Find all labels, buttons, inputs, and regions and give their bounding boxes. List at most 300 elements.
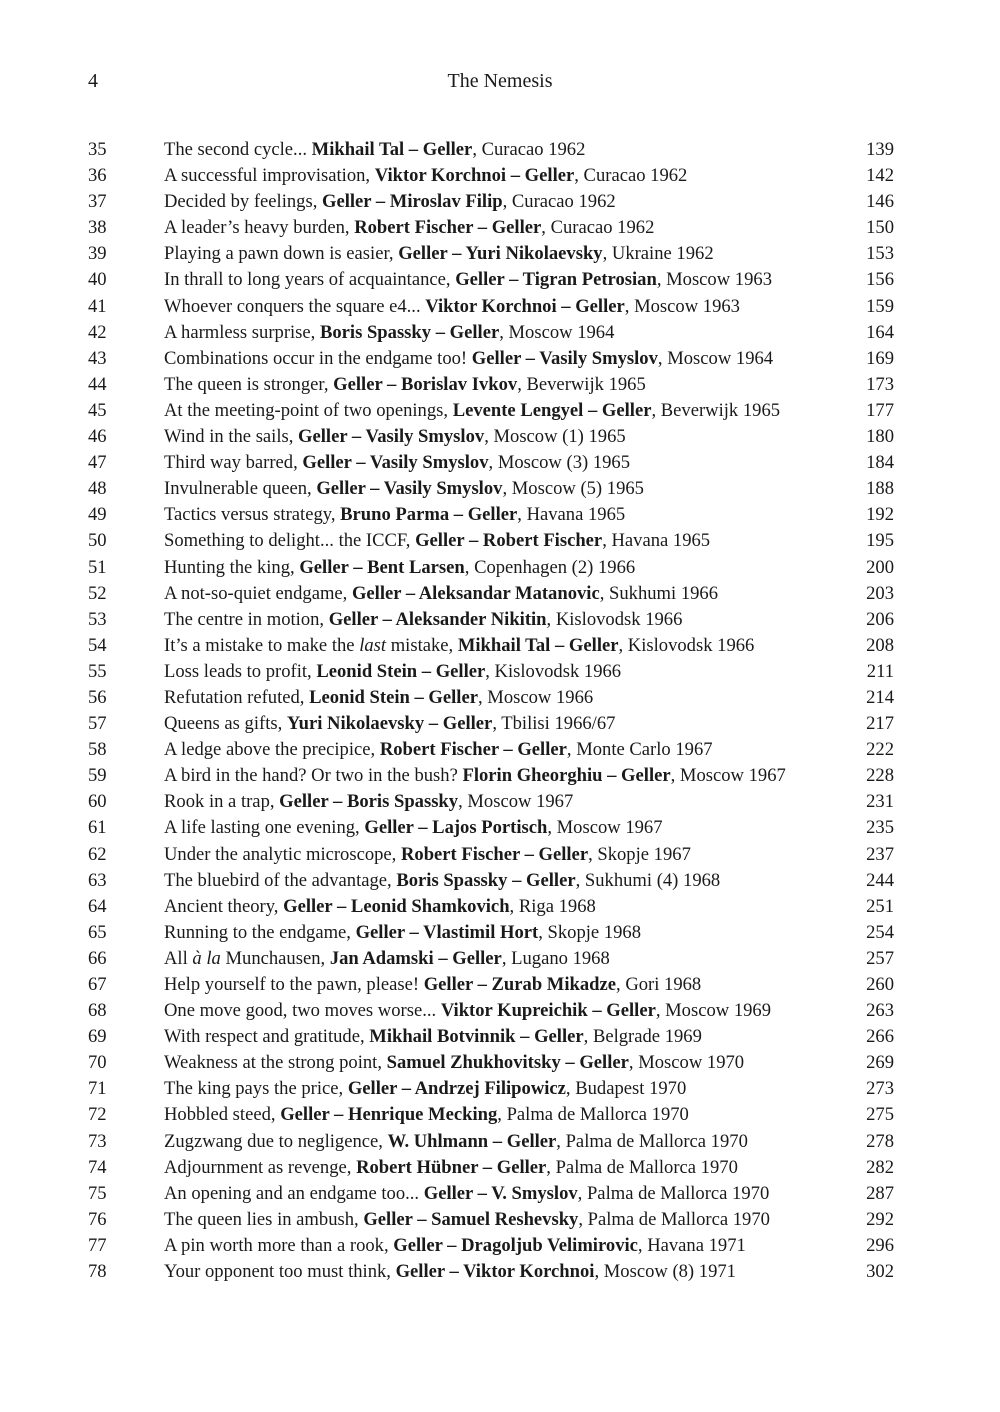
title-text: The centre in motion, <box>164 608 329 630</box>
title-text: The queen lies in ambush, <box>164 1208 364 1230</box>
entry-number: 74 <box>88 1156 107 1178</box>
entry-page-number: 192 <box>866 504 894 526</box>
game-players: Geller – Lajos Portisch <box>364 817 548 839</box>
entry-page-number: 257 <box>866 947 894 969</box>
title-text: The queen is stronger, <box>164 373 334 395</box>
entry-title <box>164 163 687 189</box>
title-text: Queens as gifts, <box>164 713 287 735</box>
title-text: , Gori 1968 <box>616 974 702 995</box>
entry-number: 40 <box>88 269 107 291</box>
game-players: Leonid Stein – Geller <box>316 660 486 682</box>
emphasis-text: à la <box>192 947 221 969</box>
title-text: Something to delight... the ICCF, <box>164 530 416 552</box>
title-text: A pin worth more than a rook, <box>164 1234 394 1256</box>
title-text: , Kislovodsk 1966 <box>485 660 622 682</box>
entry-page-number: 159 <box>866 295 894 317</box>
title-text: A not-so-quiet endgame, <box>164 582 352 604</box>
title-text: Wind in the sails, <box>164 426 299 448</box>
toc-entry <box>0 789 1000 815</box>
entry-title <box>164 267 772 293</box>
toc-entry <box>0 215 1000 241</box>
title-text: , Curacao 1962 <box>574 165 688 187</box>
entry-page-number: 296 <box>866 1234 894 1256</box>
entry-title <box>164 972 701 998</box>
title-text: Third way barred, <box>164 452 303 474</box>
entry-number: 38 <box>88 217 107 239</box>
toc-entry <box>0 1207 1000 1233</box>
entry-number: 51 <box>88 556 107 578</box>
entry-title <box>164 1181 769 1207</box>
title-text: A leader’s heavy burden, <box>164 217 355 239</box>
entry-page-number: 180 <box>866 426 894 448</box>
game-players: Geller – Vasily Smyslov <box>298 426 485 448</box>
game-players: Mikhail Tal – Geller <box>457 634 619 656</box>
entry-title <box>164 737 713 763</box>
title-text: Help yourself to the pawn, please! <box>164 974 424 995</box>
title-text: Zugzwang due to negligence, <box>164 1130 388 1152</box>
entry-number: 50 <box>88 530 107 552</box>
title-text: Invulnerable queen, <box>164 478 317 500</box>
toc-entry <box>0 946 1000 972</box>
game-players: Mikhail Tal – Geller <box>311 139 473 160</box>
title-text: , Ukraine 1962 <box>602 243 714 265</box>
title-text: , Moscow 1963 <box>656 269 772 291</box>
entry-page-number: 235 <box>866 817 894 839</box>
toc-entry <box>0 1050 1000 1076</box>
title-text: A bird in the hand? Or two in the bush? <box>164 765 463 787</box>
game-players: W. Uhlmann – Geller <box>387 1130 557 1152</box>
title-text: , Skopje 1968 <box>538 921 642 943</box>
toc-entry <box>0 972 1000 998</box>
toc-entry <box>0 528 1000 554</box>
entry-page-number: 244 <box>866 869 894 891</box>
entry-page-number: 188 <box>866 478 894 500</box>
title-text: , Tbilisi 1966/67 <box>492 713 616 735</box>
entry-title <box>164 502 625 528</box>
entry-number: 49 <box>88 504 107 526</box>
entry-title <box>164 633 754 659</box>
toc-entry <box>0 763 1000 789</box>
entry-title <box>164 137 585 163</box>
entry-page-number: 208 <box>866 634 894 656</box>
toc-entry <box>0 894 1000 920</box>
title-text: Loss leads to profit, <box>164 660 317 682</box>
toc-entry <box>0 1181 1000 1207</box>
game-players: Mikhail Botvinnik – Geller <box>369 1026 584 1048</box>
toc-entry <box>0 1129 1000 1155</box>
title-text: Rook in a trap, <box>164 791 280 813</box>
entry-title <box>164 1259 736 1285</box>
title-text: , Curacao 1962 <box>502 191 616 213</box>
entry-number: 60 <box>88 791 107 813</box>
toc-entry <box>0 241 1000 267</box>
entry-page-number: 139 <box>866 139 894 160</box>
title-text: , Havana 1971 <box>637 1234 746 1256</box>
game-players: Geller – Vlastimil Hort <box>355 921 539 943</box>
entry-page-number: 231 <box>866 791 894 813</box>
entry-title <box>164 581 718 607</box>
entry-title <box>164 528 710 554</box>
entry-title <box>164 842 691 868</box>
toc-entry <box>0 998 1000 1024</box>
entry-title <box>164 998 771 1024</box>
title-text: A life lasting one evening, <box>164 817 365 839</box>
title-text: The second cycle... <box>164 139 312 160</box>
title-text: Weakness at the strong point, <box>164 1052 387 1074</box>
entry-title <box>164 1076 686 1102</box>
entry-number: 58 <box>88 739 107 761</box>
entry-title <box>164 1207 770 1233</box>
title-text: , Moscow (3) 1965 <box>488 452 631 474</box>
toc-entry <box>0 1155 1000 1181</box>
toc-entry <box>0 294 1000 320</box>
title-text: , Belgrade 1969 <box>583 1026 702 1048</box>
toc-entry <box>0 476 1000 502</box>
game-players: Geller – Bent Larsen <box>299 556 465 578</box>
toc-entry <box>0 1259 1000 1285</box>
entry-page-number: 203 <box>866 582 894 604</box>
toc-entry <box>0 815 1000 841</box>
title-text: , Sukhumi (4) 1968 <box>575 869 721 891</box>
game-players: Geller – Henrique Mecking <box>280 1104 498 1126</box>
title-text: , Moscow (5) 1965 <box>502 478 644 500</box>
entry-page-number: 164 <box>866 321 894 343</box>
title-text: Refutation refuted, <box>164 686 310 708</box>
toc-entry <box>0 555 1000 581</box>
toc-entry <box>0 633 1000 659</box>
entry-page-number: 156 <box>866 269 894 291</box>
title-text: , Havana 1965 <box>517 504 626 526</box>
game-players: Geller – Miroslav Filip <box>322 191 503 213</box>
game-players: Robert Fischer – Geller <box>354 217 542 239</box>
entry-title <box>164 1050 744 1076</box>
entry-number: 48 <box>88 478 107 500</box>
title-text: Hunting the king, <box>164 556 300 578</box>
entry-number: 37 <box>88 191 107 213</box>
entry-number: 52 <box>88 582 107 604</box>
title-text: The bluebird of the advantage, <box>164 869 397 891</box>
entry-number: 53 <box>88 608 107 630</box>
title-text: , Havana 1965 <box>602 530 711 552</box>
toc-entry <box>0 685 1000 711</box>
title-text: It’s a mistake to make the <box>164 634 360 656</box>
game-players: Viktor Kupreichik – Geller <box>440 1000 656 1022</box>
entry-page-number: 142 <box>866 165 894 187</box>
entry-number: 47 <box>88 452 107 474</box>
entry-page-number: 222 <box>866 739 894 761</box>
title-text: Decided by feelings, <box>164 191 322 213</box>
toc-entry <box>0 711 1000 737</box>
entry-title <box>164 294 740 320</box>
entry-number: 70 <box>88 1052 107 1074</box>
entry-page-number: 260 <box>866 974 894 995</box>
entry-title <box>164 372 646 398</box>
game-players: Geller – Vasily Smyslov <box>316 478 503 500</box>
game-players: Bruno Parma – Geller <box>340 504 518 526</box>
toc-entry <box>0 424 1000 450</box>
title-text: , Moscow (1) 1965 <box>484 426 626 448</box>
entry-title <box>164 763 786 789</box>
entry-title <box>164 1155 738 1181</box>
entry-page-number: 263 <box>866 1000 894 1022</box>
running-title: The Nemesis <box>447 70 553 92</box>
title-text: , Moscow (8) 1971 <box>594 1261 736 1283</box>
game-players: Boris Spassky – Geller <box>319 321 500 343</box>
title-text: Ancient theory, <box>164 895 284 917</box>
game-players: Geller – Aleksander Nikitin <box>328 608 547 630</box>
game-players: Samuel Zhukhovitsky – Geller <box>386 1052 629 1074</box>
entry-number: 69 <box>88 1026 107 1048</box>
entry-number: 56 <box>88 686 107 708</box>
entry-page-number: 214 <box>866 686 894 708</box>
entry-title <box>164 659 621 685</box>
entry-number: 54 <box>88 634 107 656</box>
entry-number: 36 <box>88 165 107 187</box>
game-players: Viktor Korchnoi – Geller <box>374 165 575 187</box>
game-players: Yuri Nikolaevsky – Geller <box>286 713 493 735</box>
game-players: Geller – Vasily Smyslov <box>302 452 489 474</box>
title-text: One move good, two moves worse... <box>164 1000 441 1022</box>
toc-entry <box>0 581 1000 607</box>
entry-page-number: 153 <box>866 243 894 265</box>
title-text: At the meeting-point of two openings, <box>164 399 453 421</box>
entry-title <box>164 607 682 633</box>
entry-title <box>164 1233 746 1259</box>
toc-entry <box>0 372 1000 398</box>
title-text: Under the analytic microscope, <box>164 843 401 865</box>
toc-entry <box>0 1076 1000 1102</box>
title-text: , Palma de Mallorca 1970 <box>556 1130 748 1152</box>
game-players: Levente Lengyel – Geller <box>452 399 652 421</box>
entry-title <box>164 215 654 241</box>
entry-number: 67 <box>88 974 107 995</box>
entry-number: 66 <box>88 947 107 969</box>
entry-number: 62 <box>88 843 107 865</box>
title-text: , Palma de Mallorca 1970 <box>578 1208 770 1230</box>
title-text: Running to the endgame, <box>164 921 356 943</box>
entry-number: 68 <box>88 1000 107 1022</box>
title-text: With respect and gratitude, <box>164 1026 370 1048</box>
entry-page-number: 195 <box>866 530 894 552</box>
entry-page-number: 251 <box>866 895 894 917</box>
entry-page-number: 275 <box>866 1104 894 1126</box>
title-text: , Moscow 1963 <box>624 295 740 317</box>
page-number: 4 <box>88 70 98 92</box>
title-text: , Kislovodsk 1966 <box>618 634 755 656</box>
entry-page-number: 169 <box>866 347 894 369</box>
entry-number: 77 <box>88 1234 107 1256</box>
entry-title <box>164 450 630 476</box>
entry-number: 57 <box>88 713 107 735</box>
entry-number: 42 <box>88 321 107 343</box>
toc-entry <box>0 868 1000 894</box>
title-text: , Palma de Mallorca 1970 <box>577 1182 770 1204</box>
entry-page-number: 211 <box>866 660 894 682</box>
entry-page-number: 200 <box>866 556 894 578</box>
entry-number: 63 <box>88 869 107 891</box>
entry-number: 75 <box>88 1182 107 1204</box>
game-players: Geller – Leonid Shamkovich <box>283 895 510 917</box>
entry-number: 65 <box>88 921 107 943</box>
title-text: Your opponent too must think, <box>164 1261 396 1283</box>
entry-page-number: 173 <box>866 373 894 395</box>
title-text: All <box>164 947 193 969</box>
title-text: , Moscow 1967 <box>670 765 786 787</box>
title-text: , Moscow 1966 <box>477 686 594 708</box>
entry-page-number: 287 <box>866 1182 894 1204</box>
entry-number: 71 <box>88 1078 107 1100</box>
toc-entry <box>0 659 1000 685</box>
entry-number: 72 <box>88 1104 107 1126</box>
entry-title <box>164 346 773 372</box>
entry-title <box>164 1024 702 1050</box>
game-players: Geller – Yuri Nikolaevsky <box>398 243 603 265</box>
entry-number: 39 <box>88 243 107 265</box>
title-text: Combinations occur in the endgame too! <box>164 347 472 369</box>
entry-page-number: 292 <box>866 1208 894 1230</box>
entry-page-number: 146 <box>866 191 894 213</box>
entry-title <box>164 946 610 972</box>
entry-title <box>164 894 596 920</box>
game-players: Geller – Aleksandar Matanovic <box>351 582 600 604</box>
title-text: Munchausen, <box>220 947 330 969</box>
title-text: , Moscow 1964 <box>499 321 615 343</box>
game-players: Robert Fischer – Geller <box>400 843 589 865</box>
game-players: Geller – Samuel Reshevsky <box>363 1208 579 1230</box>
toc-entry <box>0 163 1000 189</box>
toc-entry <box>0 920 1000 946</box>
entry-title <box>164 1129 748 1155</box>
entry-page-number: 177 <box>866 399 894 421</box>
title-text: A ledge above the precipice, <box>164 739 380 761</box>
entry-title <box>164 1102 689 1128</box>
title-text: , Riga 1968 <box>509 895 596 917</box>
entry-title <box>164 815 663 841</box>
game-players: Geller – Andrzej Filipowicz <box>347 1078 566 1100</box>
title-text: , Moscow 1969 <box>655 1000 772 1022</box>
entry-page-number: 228 <box>866 765 894 787</box>
entry-page-number: 282 <box>866 1156 894 1178</box>
title-text: , Monte Carlo 1967 <box>566 739 713 761</box>
game-players: Jan Adamski – Geller <box>329 947 502 969</box>
toc-entry <box>0 320 1000 346</box>
entry-title <box>164 320 614 346</box>
title-text: A harmless surprise, <box>164 321 320 343</box>
toc-entry <box>0 450 1000 476</box>
entry-title <box>164 920 641 946</box>
entry-page-number: 150 <box>866 217 894 239</box>
entry-page-number: 269 <box>866 1052 894 1074</box>
entry-number: 35 <box>88 139 107 160</box>
title-text: , Kislovodsk 1966 <box>546 608 683 630</box>
entry-number: 45 <box>88 399 107 421</box>
game-players: Leonid Stein – Geller <box>309 686 478 708</box>
entry-page-number: 254 <box>866 921 894 943</box>
entry-number: 76 <box>88 1208 107 1230</box>
title-text: In thrall to long years of acquaintance, <box>164 269 456 291</box>
game-players: Geller – Zurab Mikadze <box>423 974 617 995</box>
title-text: , Budapest 1970 <box>565 1078 687 1100</box>
entry-number: 59 <box>88 765 107 787</box>
game-players: Geller – Borislav Ivkov <box>333 373 518 395</box>
entry-page-number: 184 <box>866 452 894 474</box>
toc-entry <box>0 1233 1000 1259</box>
entry-page-number: 273 <box>866 1078 894 1100</box>
toc-entry <box>0 737 1000 763</box>
title-text: Tactics versus strategy, <box>164 504 341 526</box>
entry-page-number: 266 <box>866 1026 894 1048</box>
title-text: The king pays the price, <box>164 1078 348 1100</box>
toc-entry <box>0 398 1000 424</box>
title-text: , Curacao 1962 <box>472 139 586 160</box>
entry-title <box>164 555 635 581</box>
game-players: Geller – Dragoljub Velimirovic <box>393 1234 638 1256</box>
entry-page-number: 278 <box>866 1130 894 1152</box>
title-text: , Palma de Mallorca 1970 <box>497 1104 689 1126</box>
entry-number: 43 <box>88 347 107 369</box>
title-text: , Skopje 1967 <box>588 843 691 865</box>
toc-entry <box>0 346 1000 372</box>
entry-title <box>164 398 780 424</box>
title-text: , Moscow 1964 <box>657 347 774 369</box>
game-players: Boris Spassky – Geller <box>396 869 576 891</box>
toc-entry <box>0 1024 1000 1050</box>
game-players: Robert Hübner – Geller <box>356 1156 547 1178</box>
title-text: , Lugano 1968 <box>501 947 610 969</box>
title-text: A successful improvisation, <box>164 165 375 187</box>
toc-entry <box>0 842 1000 868</box>
entry-number: 64 <box>88 895 107 917</box>
entry-number: 73 <box>88 1130 107 1152</box>
entry-title <box>164 868 720 894</box>
entry-number: 44 <box>88 373 107 395</box>
toc-entry <box>0 137 1000 163</box>
page-header <box>0 70 1000 100</box>
game-players: Florin Gheorghiu – Geller <box>462 765 671 787</box>
toc-entry <box>0 502 1000 528</box>
table-of-contents <box>0 137 1000 1285</box>
title-text: , Curacao 1962 <box>541 217 655 239</box>
entry-number: 46 <box>88 426 107 448</box>
entry-number: 41 <box>88 295 107 317</box>
game-players: Geller – Tigran Petrosian <box>455 269 657 291</box>
entry-title <box>164 241 714 267</box>
title-text: , Beverwijk 1965 <box>517 373 646 395</box>
game-players: Geller – Vasily Smyslov <box>471 347 658 369</box>
title-text: , Palma de Mallorca 1970 <box>546 1156 738 1178</box>
entry-title <box>164 476 644 502</box>
entry-page-number: 206 <box>866 608 894 630</box>
title-text: , Moscow 1967 <box>547 817 663 839</box>
toc-entry <box>0 267 1000 293</box>
entry-page-number: 217 <box>866 713 894 735</box>
title-text: Playing a pawn down is easier, <box>164 243 399 265</box>
toc-entry <box>0 607 1000 633</box>
title-text: mistake, <box>386 634 458 656</box>
toc-entry <box>0 1102 1000 1128</box>
title-text: An opening and an endgame too... <box>164 1182 424 1204</box>
entry-title <box>164 711 615 737</box>
title-text: Whoever conquers the square e4... <box>164 295 426 317</box>
title-text: , Moscow 1967 <box>458 791 574 813</box>
toc-entry <box>0 189 1000 215</box>
title-text: , Beverwijk 1965 <box>651 399 781 421</box>
game-players: Robert Fischer – Geller <box>379 739 567 761</box>
emphasis-text: last <box>359 634 387 656</box>
entry-number: 78 <box>88 1261 107 1283</box>
title-text: , Copenhagen (2) 1966 <box>464 556 636 578</box>
entry-title <box>164 424 626 450</box>
